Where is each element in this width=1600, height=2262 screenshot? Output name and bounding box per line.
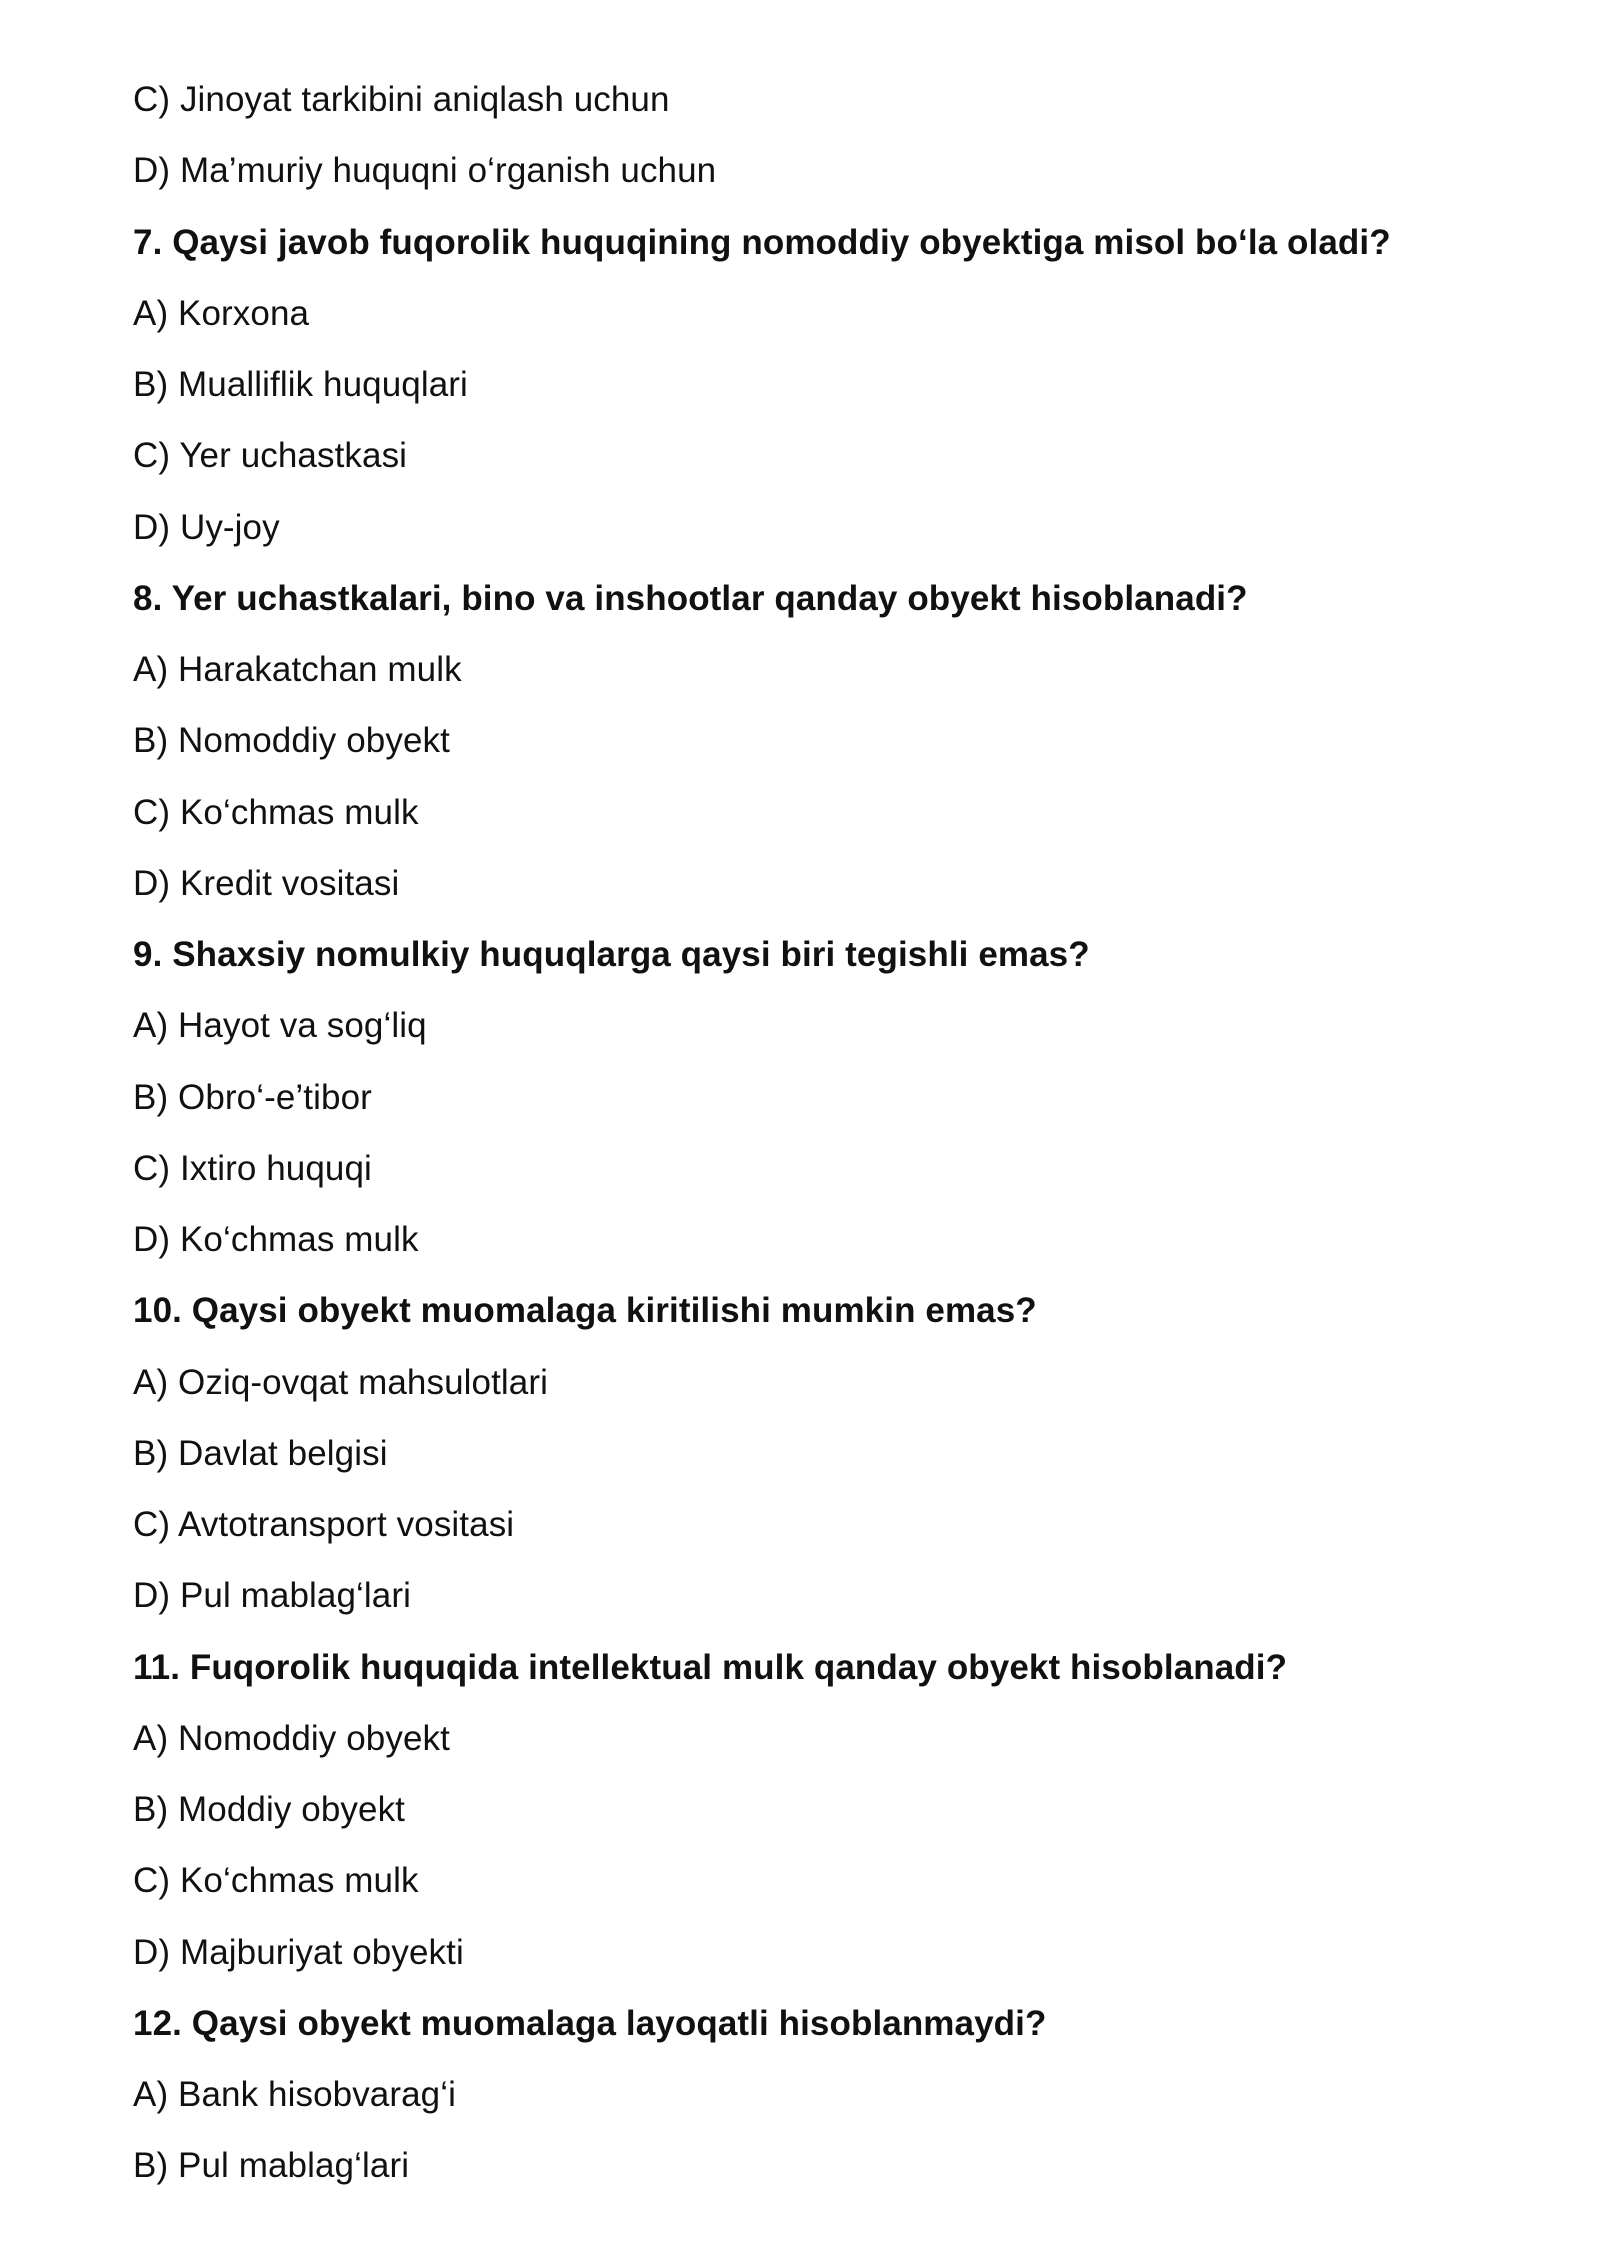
option-line: D) Majburiyat obyekti: [133, 1932, 464, 1972]
option-line: B) Pul mablag‘lari: [133, 2146, 410, 2186]
option-line: D) Ma’muriy huquqni o‘rganish uchun: [133, 151, 717, 191]
option-line: C) Ko‘chmas mulk: [133, 792, 419, 832]
question-heading: 12. Qaysi obyekt muomalaga layoqatli hisoblanmaydi?: [133, 2003, 1047, 2043]
option-line: C) Jinoyat tarkibini aniqlash uchun: [133, 80, 670, 119]
option-line: A) Bank hisobvarag‘i: [133, 2075, 456, 2114]
option-line: A) Hayot va sog‘liq: [133, 1006, 427, 1046]
option-line: B) Nomoddiy obyekt: [133, 721, 450, 761]
question-heading: 11. Fuqorolik huquqida intellektual mulk qanday obyekt hisoblanadi?: [133, 1647, 1288, 1687]
option-line: D) Pul mablag‘lari: [133, 1576, 412, 1616]
option-line: C) Ixtiro huquqi: [133, 1148, 372, 1188]
question-heading: 8. Yer uchastkalari, bino va inshootlar qanday obyekt hisoblanadi?: [133, 578, 1248, 618]
option-line: D) Kredit vositasi: [133, 863, 400, 903]
option-line: B) Obro‘-e’tibor: [133, 1077, 372, 1117]
option-line: B) Moddiy obyekt: [133, 1790, 405, 1829]
question-heading: 7. Qaysi javob fuqorolik huquqining nomoddiy obyektiga misol bo‘la oladi?: [133, 222, 1391, 262]
option-line: C) Yer uchastkasi: [133, 436, 408, 476]
question-heading: 9. Shaxsiy nomulkiy huquqlarga qaysi biri tegishli emas?: [133, 935, 1090, 974]
document-content: [133, 70, 1473, 2208]
option-line: C) Ko‘chmas mulk: [133, 1861, 419, 1901]
option-line: A) Korxona: [133, 293, 310, 333]
option-line: A) Harakatchan mulk: [133, 650, 462, 689]
option-line: A) Oziq-ovqat mahsulotlari: [133, 1362, 548, 1402]
option-line: C) Avtotransport vositasi: [133, 1505, 515, 1544]
question-heading: 10. Qaysi obyekt muomalaga kiritilishi mumkin emas?: [133, 1291, 1037, 1331]
option-line: B) Davlat belgisi: [133, 1433, 388, 1473]
option-line: B) Mualliflik huquqlari: [133, 365, 468, 404]
option-line: D) Ko‘chmas mulk: [133, 1220, 419, 1259]
option-line: D) Uy-joy: [133, 507, 280, 547]
option-line: A) Nomoddiy obyekt: [133, 1718, 450, 1758]
